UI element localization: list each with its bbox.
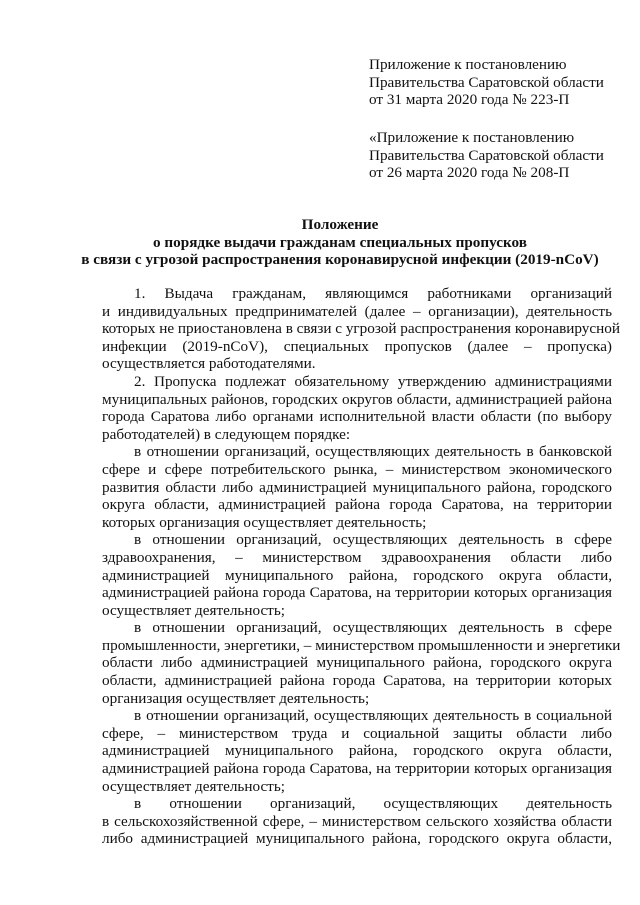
paragraph-line: в сельскохозяйственной сфере, – министерством сельского хозяйства области (102, 812, 612, 830)
paragraph-line: в отношении организаций, осуществляющих деятельность (134, 795, 612, 813)
paragraph (102, 443, 612, 531)
paragraph-line: работодателей) в следующем порядке: (102, 425, 351, 443)
paragraph-line: либо администрацией муниципального района, городского округа области, (102, 830, 612, 848)
annex-header-original (369, 129, 631, 182)
paragraph-line: администрацией муниципального района, городского округа области, (102, 742, 612, 760)
paragraph-line: администрацией района города Саратова, на территории которых организация (102, 584, 612, 602)
annex-line: Приложение к постановлению (369, 56, 567, 73)
paragraph-line: здравоохранения, – министерством здравоохранения области либо (102, 548, 612, 566)
title-line: в связи с угрозой распространения коронавирусной инфекции (2019-nCoV) (81, 251, 599, 269)
paragraph-line: развития области либо администрацией муниципального района, городского (102, 478, 612, 496)
paragraph-line: в отношении организаций, осуществляющих деятельность в сфере (134, 619, 612, 637)
paragraph-line: области либо администрацией муниципального района, городского округа (102, 654, 612, 672)
paragraph-line: города Саратова либо органами исполнительной власти области (по выбору (102, 408, 612, 426)
paragraph-line: в отношении организаций, осуществляющих деятельность в сфере (134, 531, 612, 549)
paragraph-line: сфере, – министерством труда и социальной защиты области либо (102, 724, 612, 742)
paragraph (102, 531, 612, 619)
paragraph (102, 707, 612, 795)
paragraph-line: которых не приостановлена в связи с угрозой распространения коронавирусной (102, 320, 620, 338)
paragraph-line: округа области, администрацией района города Саратова, на территории (102, 496, 612, 514)
paragraph-line: и индивидуальных предпринимателей (далее – организации), деятельность (102, 302, 612, 320)
paragraph-line: в отношении организаций, осуществляющих деятельность в банковской (134, 443, 612, 461)
paragraph-line: администрацией муниципального района, городского округа области, (102, 566, 612, 584)
paragraph-line: организация осуществляет деятельность; (102, 689, 370, 707)
annex-header-current (369, 56, 631, 109)
paragraph (102, 619, 621, 707)
paragraph (102, 372, 612, 443)
paragraph-line: 2. Пропуска подлежат обязательному утверждению администрациями (134, 372, 612, 390)
paragraph-line: области, администрацией района города Саратова, на территории которых (102, 672, 612, 690)
annex-line: от 26 марта 2020 года № 208-П (369, 164, 570, 182)
document-body (102, 285, 621, 848)
paragraph-line: осуществляет деятельность; (102, 777, 285, 795)
paragraph-line: осуществляет деятельность; (102, 601, 285, 619)
paragraph-line: в отношении организаций, осуществляющих деятельность в социальной (134, 707, 612, 725)
paragraph-line: инфекции (2019-nCoV), специальных пропусков (далее – пропуска) (102, 337, 612, 355)
paragraph-line: администрацией района города Саратова, на территории которых организация (102, 760, 612, 778)
annex-line: «Приложение к постановлению (369, 129, 575, 146)
paragraph-line: сфере и сфере потребительского рынка, – министерством экономического (102, 460, 612, 478)
paragraph-line: муниципальных районов, городских округов области, администрацией района (102, 390, 612, 408)
paragraph-line: которых организация осуществляет деятельность; (102, 513, 427, 531)
paragraph-line: осуществляется работодателями. (102, 355, 316, 373)
title-line: Положение (301, 216, 379, 233)
annex-line: Правительства Саратовской области (369, 146, 604, 164)
document-title (40, 216, 640, 269)
title-line: о порядке выдачи гражданам специальных пропусков (153, 233, 527, 251)
paragraph-line: промышленности, энергетики, – министерством промышленности и энергетики (102, 636, 621, 654)
annex-line: от 31 марта 2020 года № 223-П (369, 91, 570, 109)
paragraph (102, 285, 620, 373)
paragraph (102, 795, 612, 848)
paragraph-line: 1. Выдача гражданам, являющимся работниками организаций (134, 285, 612, 302)
annex-line: Правительства Саратовской области (369, 73, 604, 91)
